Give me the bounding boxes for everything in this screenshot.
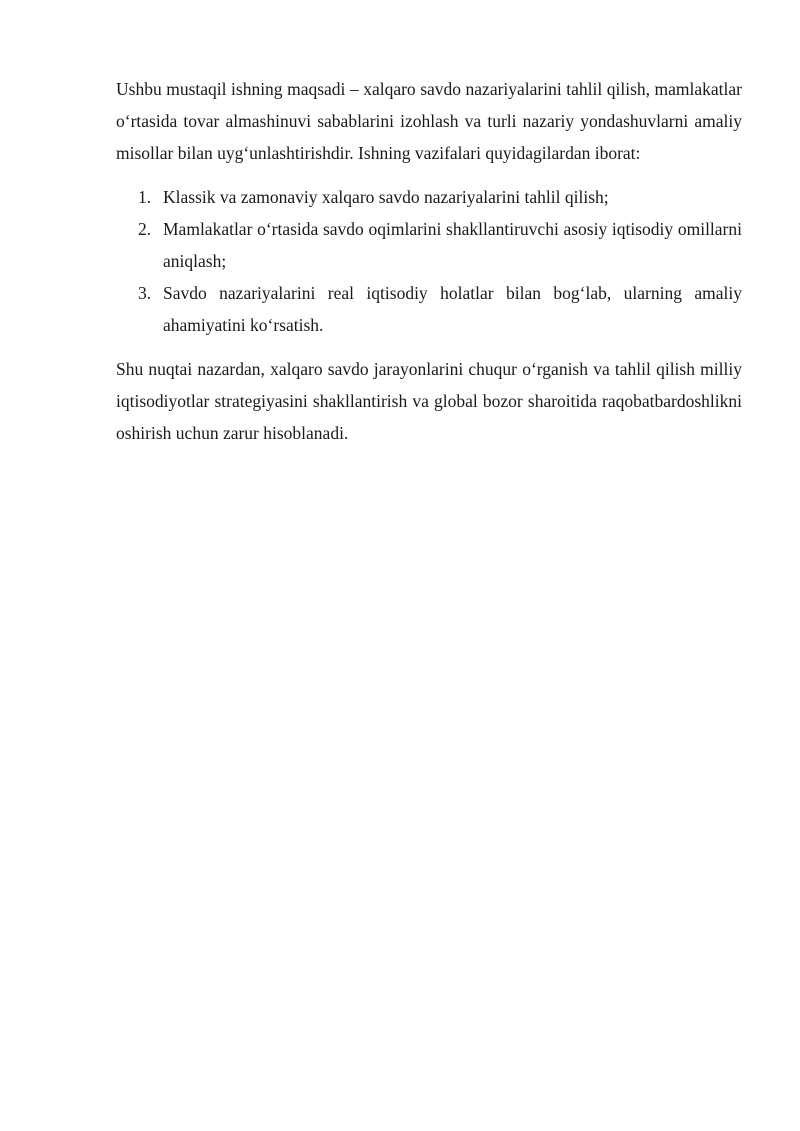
closing-paragraph: Shu nuqtai nazardan, xalqaro savdo jarayonlarini chuqur o‘rganish va tahlil qilish milliy iqtisodiyotlar strategiyasini shakllantirish va global bozor sharoitida raqobatbardoshlikni oshirish uchun zarur hisoblanadi.	[116, 359, 742, 443]
task-list	[116, 181, 742, 341]
document-body	[116, 73, 742, 449]
task-number: 1.	[138, 187, 152, 207]
task-item	[116, 277, 742, 341]
task-number: 2.	[138, 219, 152, 239]
task-number: 3.	[138, 283, 152, 303]
task-text: Savdo nazariyalarini real iqtisodiy holatlar bilan bog‘lab, ularning amaliy ahamiyatini ko‘rsatish.	[163, 283, 742, 335]
intro-paragraph: Ushbu mustaqil ishning maqsadi – xalqaro savdo nazariyalarini tahlil qilish, mamlakatlar o‘rtasida tovar almashinuvi sabablarini izohlash va turli nazariy yondashuvlarni amaliy misollar bilan uyg‘unlashtirishdir. Ishning vazifalari quyidagilardan iborat:	[116, 79, 742, 163]
task-item	[116, 181, 742, 213]
task-item	[116, 213, 742, 277]
task-text: Mamlakatlar o‘rtasida savdo oqimlarini shakllantiruvchi asosiy iqtisodiy omillarni aniqlash;	[163, 219, 742, 271]
task-text: Klassik va zamonaviy xalqaro savdo nazariyalarini tahlil qilish;	[163, 187, 609, 207]
